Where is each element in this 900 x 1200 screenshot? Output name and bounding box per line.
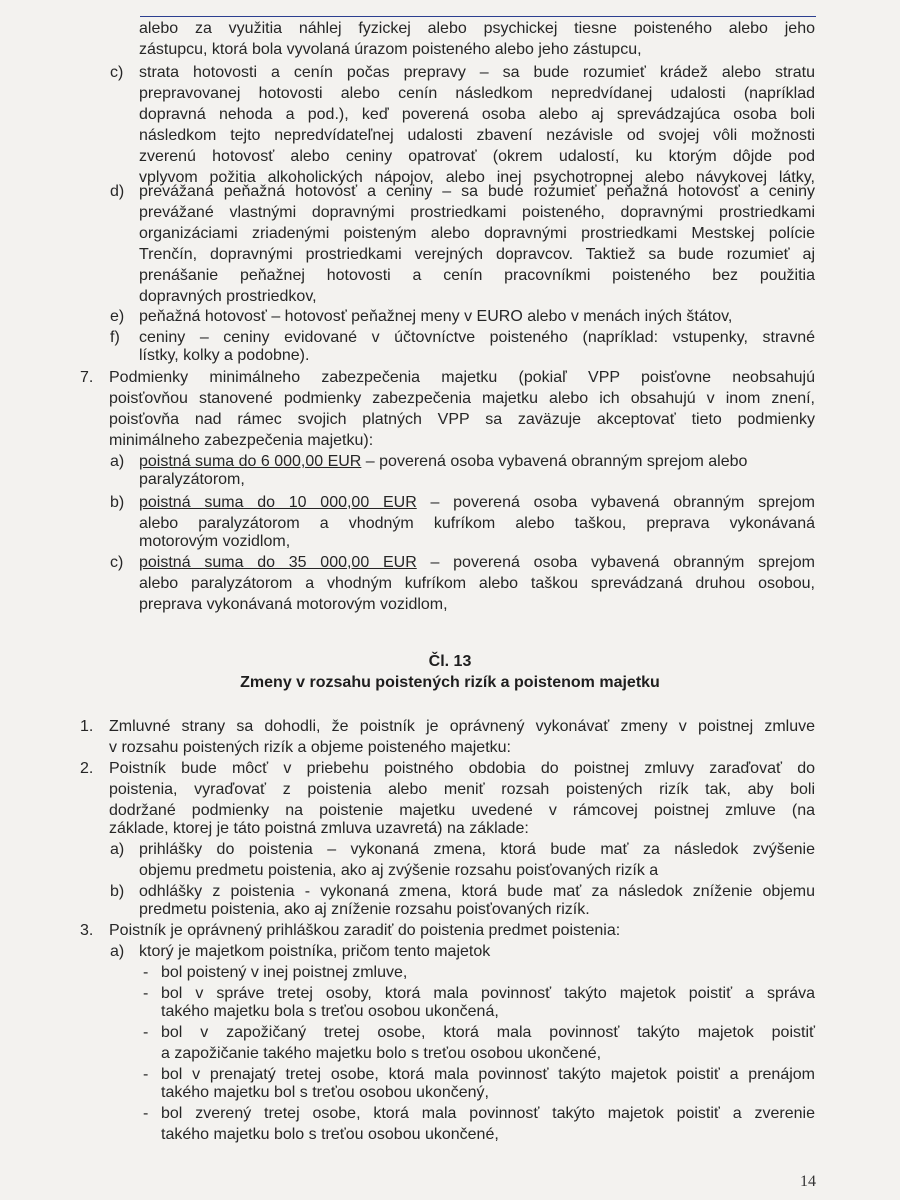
text-line <box>139 492 815 513</box>
text-line: poistenia, vyraďovať z poistenia alebo meniť rozsah poistených rizík tak, aby boli <box>109 781 815 798</box>
text-line: lístky, kolky a podobne). <box>139 347 310 364</box>
text-line: vplyvom požitia alkoholických nápojov, alebo inej psychotropnej alebo návykovej látky, <box>139 169 815 186</box>
text-line: prevážané vlastnými dopravnými prostriedkami poisteného, dopravnými prostriedkami <box>139 204 815 221</box>
text-line: takého majetku bol s treťou osobou ukončený, <box>161 1084 489 1101</box>
text-line: prevážaná peňažná hotovosť a ceniny – sa bude rozumieť peňažná hotovosť a ceniny <box>139 183 815 200</box>
text-line: zástupcu, ktorá bola vyvolaná úrazom poisteného alebo jeho zástupcu, <box>139 41 642 58</box>
text-span: – poverená osoba vybavená obranným sprejom <box>416 494 815 511</box>
text-line: motorovým vozidlom, <box>139 533 291 550</box>
text-line: bol zverený tretej osobe, ktorá mala povinnosť takýto majetok poistiť a zverenie <box>161 1105 815 1122</box>
text-line: bol v správe tretej osoby, ktorá mala povinnosť takýto majetok poistiť a správa <box>161 985 815 1002</box>
text-line: Trenčín, dopravnými prostriedkami verejných dopravcov. Taktiež sa bude rozumieť aj <box>139 246 815 263</box>
text-line: bol v zapožičaný tretej osobe, ktorá mala povinnosť takýto majetok poistiť <box>161 1024 815 1041</box>
dash-marker: - <box>143 1024 149 1041</box>
text-line: predmetu poistenia, ako aj zníženie rozsahu poisťovaných rizík. <box>139 901 590 918</box>
item-marker: a) <box>110 453 125 470</box>
text-line: objemu predmetu poistenia, ako aj zvýšenie rozsahu poisťovaných rizík a <box>139 862 659 879</box>
text-line: prihlášky do poistenia – vykonaná zmena, ktorá bude mať za následok zvýšenie <box>139 841 815 858</box>
text-span: – poverená osoba vybavená obranným sprejom alebo <box>361 453 748 470</box>
point-marker: 7. <box>80 369 94 386</box>
text-line: alebo paralyzátorom a vhodným kufríkom alebo taškou sprevádzaná druhou osobou, <box>139 575 815 592</box>
item-marker: b) <box>110 883 125 900</box>
text-line: bol poistený v inej poistnej zmluve, <box>161 964 408 981</box>
text-line: zverenú hotovosť alebo ceniny opatrovať (okrem udalostí, ku ktorým dôjde pod <box>139 148 815 165</box>
point-marker: 2. <box>80 760 94 777</box>
text-span: – poverená osoba vybavená obranným sprejom <box>416 554 815 571</box>
text-line: takého majetku bola s treťou osobou ukončená, <box>161 1003 499 1020</box>
text-line: Poistník bude môcť v priebehu poistného obdobia do poistnej zmluvy zaraďovať do <box>109 760 815 777</box>
point-marker: 3. <box>80 922 94 939</box>
dash-marker: - <box>143 964 149 981</box>
text-line: alebo paralyzátorom a vhodným kufríkom alebo taškou, preprava vykonávaná <box>139 515 815 532</box>
text-line: ceniny – ceniny evidované v účtovníctve poisteného (napríklad: vstupenky, stravné <box>139 329 815 346</box>
item-marker: c) <box>110 64 124 81</box>
text-line: dodržané podmienky na poistenie majetku uvedené v rámcovej poistnej zmluve (na <box>109 802 815 819</box>
dash-marker: - <box>143 1066 149 1083</box>
text-line: poisťovňa nad rámec svojich platných VPP sa zaväzuje akceptovať tieto podmienky <box>109 411 815 428</box>
point-marker: 1. <box>80 718 94 735</box>
text-line: takého majetku bolo s treťou osobou ukončené, <box>161 1126 499 1143</box>
insured-sum-limit: poistná suma do 6 000,00 EUR <box>139 453 362 470</box>
text-line: Zmluvné strany sa dohodli, že poistník je oprávnený vykonávať zmeny v poistnej zmluve <box>109 718 815 735</box>
insured-sum-limit: poistná suma do 10 000,00 EUR <box>139 494 417 511</box>
item-marker: a) <box>110 841 125 858</box>
text-line: poisťovňou stanovené podmienky zabezpečenia majetku alebo ich obsahujú v inom znení, <box>109 390 815 407</box>
text-line: bol v prenajatý tretej osobe, ktorá mala povinnosť takýto majetok poistiť a prenájom <box>161 1066 815 1083</box>
item-marker: b) <box>110 494 125 511</box>
article-number: Čl. 13 <box>428 653 472 670</box>
text-line: Poistník je oprávnený prihláškou zaradiť do poistenia predmet poistenia: <box>109 922 621 939</box>
top-rule <box>140 16 816 17</box>
text-line: a zapožičanie takého majetku bolo s treťou osobou ukončené, <box>161 1045 602 1062</box>
text-line: prenášanie peňažnej hotovosti a cenín pracovníkmi poisteného bez použitia <box>139 267 815 284</box>
text-line: organizáciami zriadenými poisteným alebo dopravnými prostriedkami Mestskej polície <box>139 225 815 242</box>
dash-marker: - <box>143 1105 149 1122</box>
item-marker: a) <box>110 943 125 960</box>
text-line: preprava vykonávaná motorovým vozidlom, <box>139 596 448 613</box>
item-marker: e) <box>110 308 125 325</box>
text-line: alebo za využitia náhlej fyzickej alebo psychickej tiesne poisteného alebo jeho <box>139 20 815 37</box>
text-line: dopravná nehoda a pod.), keď poverená osoba alebo aj sprevádzajúca osoba boli <box>139 106 815 123</box>
text-line: paralyzátorom, <box>139 471 245 488</box>
page-number: 14 <box>800 1173 816 1190</box>
dash-marker: - <box>143 985 149 1002</box>
text-line: odhlášky z poistenia - vykonaná zmena, ktorá bude mať za následok zníženie objemu <box>139 883 815 900</box>
text-line: základe, ktorej je táto poistná zmluva uzavretá) na základe: <box>109 820 529 837</box>
text-line: v rozsahu poistených rizík a objeme poisteného majetku: <box>109 739 511 756</box>
text-line: ktorý je majetkom poistníka, pričom tento majetok <box>139 943 491 960</box>
text-line: dopravných prostriedkov, <box>139 288 317 305</box>
item-marker: c) <box>110 554 124 571</box>
item-marker: d) <box>110 183 125 200</box>
text-line: strata hotovosti a cenín počas prepravy – sa bude rozumieť krádež alebo stratu <box>139 64 815 81</box>
text-line <box>139 552 815 573</box>
text-line: minimálneho zabezpečenia majetku): <box>109 432 374 449</box>
article-title: Zmeny v rozsahu poistených rizík a poistenom majetku <box>240 674 660 691</box>
text-line: Podmienky minimálneho zabezpečenia majetku (pokiaľ VPP poisťovne neobsahujú <box>109 369 815 386</box>
text-line: peňažná hotovosť – hotovosť peňažnej meny v EURO alebo v menách iných štátov, <box>139 308 733 325</box>
text-line: prepravovanej hotovosti alebo cenín následkom nepredvídanej udalosti (napríklad <box>139 85 815 102</box>
text-line: následkom tejto nepredvídateľnej udalosti zbavení nezávisle od svojej vôli možnosti <box>139 127 815 144</box>
insured-sum-limit: poistná suma do 35 000,00 EUR <box>139 554 417 571</box>
item-marker: f) <box>110 329 120 346</box>
